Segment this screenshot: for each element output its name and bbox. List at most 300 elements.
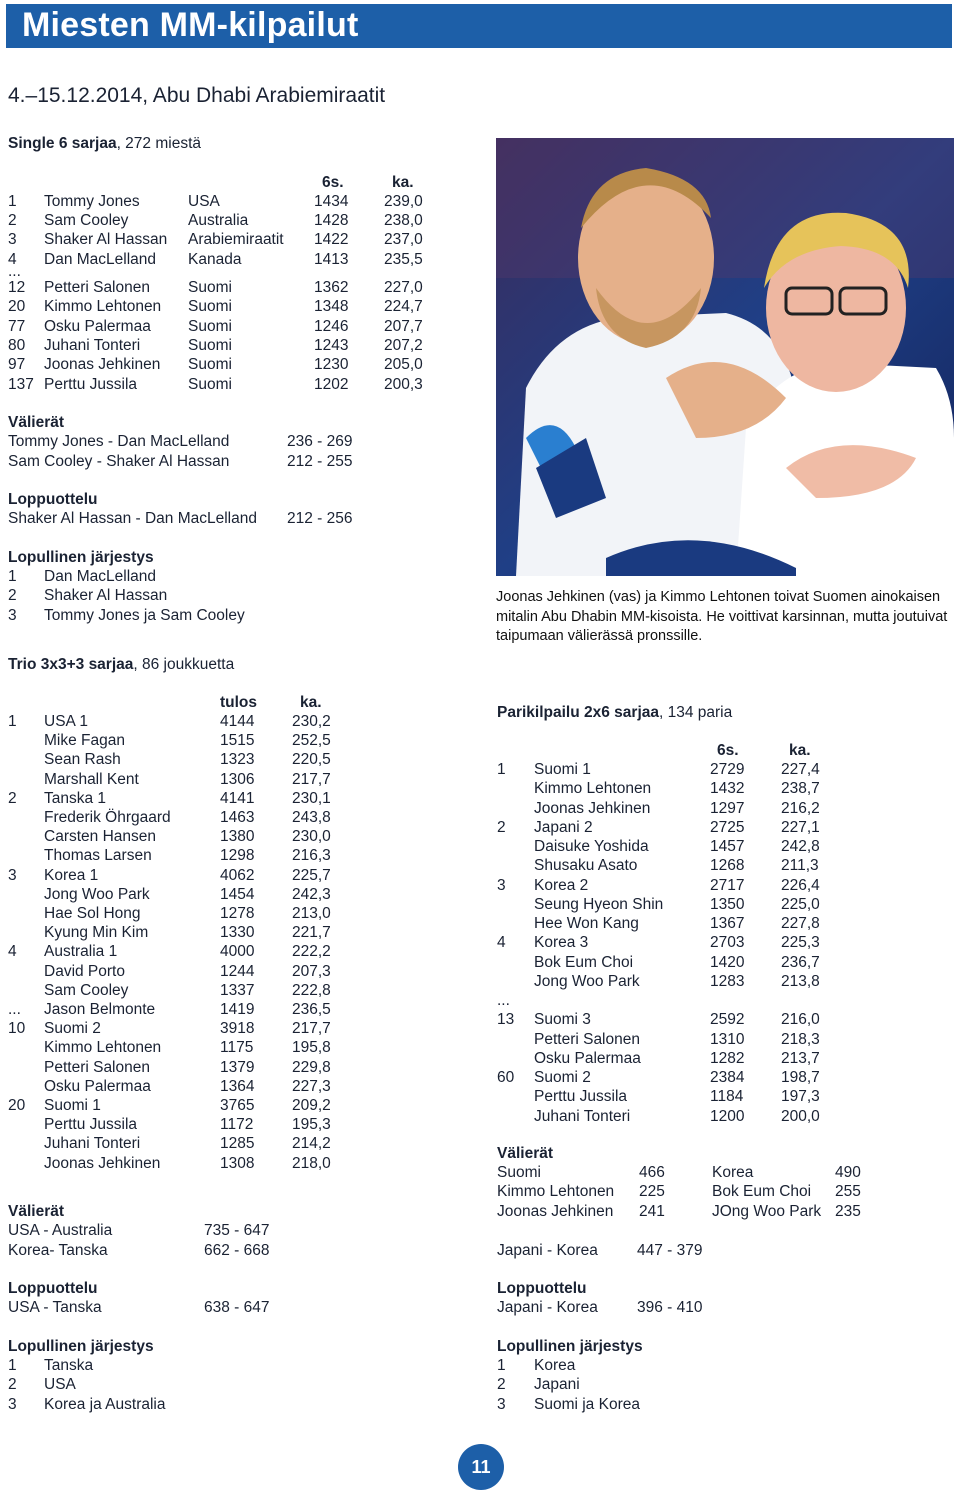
pairs-row: [0, 837, 960, 856]
pairs-row: [0, 914, 960, 933]
team-or-player: Suomi 2: [534, 1069, 591, 1086]
semi-score-a: 225: [639, 1183, 665, 1201]
semi-side-b: Bok Eum Choi: [712, 1183, 812, 1201]
result: 1175: [220, 1039, 254, 1057]
score-6s: 1348: [314, 298, 349, 315]
pairs-row: [0, 818, 960, 837]
team-or-player: Juhani Tonteri: [44, 1135, 141, 1153]
result: 1308: [220, 1154, 255, 1172]
result: 4141: [220, 789, 255, 807]
rank: 1: [8, 193, 17, 210]
player-name: Perttu Jussila: [44, 376, 138, 393]
team-or-player: Osku Palermaa: [534, 1049, 641, 1067]
average: 225,3: [781, 934, 820, 952]
rank: ...: [8, 1001, 21, 1018]
pairs-semi-row: [497, 1182, 957, 1201]
singles-semi-row: [8, 452, 478, 471]
average: 218,3: [781, 1030, 820, 1048]
rank: 1: [8, 713, 17, 730]
rank: 12: [8, 279, 26, 296]
average: 218,0: [292, 1154, 331, 1172]
pairs-final-label: Loppuottelu: [497, 1280, 587, 1297]
result: 1337: [220, 981, 255, 999]
average: 242,8: [781, 838, 820, 855]
semi-score-b: 235: [835, 1202, 861, 1220]
page-number: 11: [458, 1444, 504, 1490]
team-or-player: Joonas Jehkinen: [44, 1154, 161, 1172]
standing-name: Tanska: [44, 1357, 94, 1374]
standing-row: [497, 1356, 957, 1375]
pairs-row: [0, 972, 960, 991]
average: 216,2: [781, 799, 820, 817]
average: 252,5: [292, 732, 331, 750]
singles-heading: Single 6 sarjaa, 272 miestä: [8, 135, 201, 152]
score-6s: 1432: [710, 780, 745, 798]
singles-row: [0, 297, 480, 316]
team-or-player: Petteri Salonen: [44, 1058, 150, 1076]
team-or-player: Petteri Salonen: [534, 1030, 640, 1048]
pairs-semis-label: Välierät: [497, 1145, 554, 1162]
pairs-row: [0, 953, 960, 972]
semi-match: Tommy Jones - Dan MacLelland: [8, 433, 230, 450]
team-or-player: Jason Belmonte: [44, 1001, 156, 1018]
pairs-row: [0, 933, 960, 952]
player-name: Tommy Jones: [44, 193, 140, 210]
score-6s: 1200: [710, 1107, 745, 1125]
score-6s: 2725: [710, 818, 745, 836]
result: 1463: [220, 809, 255, 826]
pairs-row: [0, 799, 960, 818]
team-or-player: Hee Won Kang: [534, 915, 639, 932]
final-score: 638 - 647: [204, 1299, 270, 1316]
standing-row: [8, 1375, 478, 1394]
score-6s: 1413: [314, 251, 349, 268]
average: 222,2: [292, 943, 331, 961]
team-or-player: Kimmo Lehtonen: [44, 1039, 162, 1057]
pairs-row: [0, 779, 960, 798]
standing-row: [8, 567, 478, 586]
singles-row: [0, 355, 480, 374]
semi-match: Japani - Korea: [497, 1242, 598, 1259]
singles-final-label: Loppuottelu: [8, 491, 98, 508]
rank: 137: [8, 376, 34, 393]
score-6s: 1428: [314, 212, 349, 229]
standing-name: Korea ja Australia: [44, 1395, 166, 1413]
final-match: Shaker Al Hassan - Dan MacLelland: [8, 510, 257, 527]
singles-row: [0, 192, 480, 211]
rank: 3: [497, 876, 506, 894]
rank: 2: [8, 212, 17, 229]
country: Suomi: [188, 356, 232, 373]
average: 227,1: [781, 818, 820, 836]
score-6s: 1297: [710, 799, 745, 817]
team-or-player: Marshall Kent: [44, 770, 139, 788]
trio-row: [0, 1154, 480, 1173]
team-or-player: Jong Woo Park: [44, 885, 150, 903]
average: 200,3: [384, 376, 423, 393]
rank: 1: [497, 761, 506, 778]
team-or-player: Suomi 3: [534, 1011, 591, 1029]
average: 207,2: [384, 337, 423, 354]
average: 200,0: [781, 1107, 820, 1125]
pairs-row: [0, 1087, 960, 1106]
semi-match: Korea- Tanska: [8, 1242, 108, 1259]
player-name: Dan MacLelland: [44, 251, 157, 268]
score-6s: 1282: [710, 1049, 745, 1067]
average: 207,3: [292, 962, 331, 980]
average: 224,7: [384, 298, 423, 315]
team-or-player: Sam Cooley: [44, 981, 129, 999]
pairs-final-row: [497, 1298, 957, 1317]
trio-final-row: [8, 1298, 478, 1317]
pairs-row: [0, 856, 960, 875]
semi-score: 447 - 379: [637, 1242, 703, 1259]
rank: 2: [8, 587, 17, 605]
team-or-player: Osku Palermaa: [44, 1077, 151, 1095]
team-or-player: Joonas Jehkinen: [534, 799, 651, 817]
country: Arabiemiraatit: [188, 231, 284, 248]
trio-header-row: [0, 693, 480, 712]
rank: 2: [8, 789, 17, 807]
country: Suomi: [188, 298, 232, 315]
standing-row: [497, 1375, 957, 1394]
rank: 3: [497, 1395, 506, 1413]
team-or-player: Seung Hyeon Shin: [534, 895, 664, 913]
player-name: Joonas Jehkinen: [44, 356, 161, 373]
col-6s-header: 6s.: [717, 742, 739, 759]
result: 1285: [220, 1135, 255, 1153]
semi-side-a: Joonas Jehkinen: [497, 1202, 614, 1220]
team-or-player: USA 1: [44, 713, 88, 730]
average: 213,8: [781, 972, 820, 990]
team-or-player: Suomi 2: [44, 1020, 101, 1038]
team-or-player: Australia 1: [44, 943, 118, 961]
date-location: 4.–15.12.2014, Abu Dhabi Arabiemiraatit: [8, 84, 386, 107]
average: 242,3: [292, 885, 331, 903]
page-title: Miesten MM-kilpailut: [22, 6, 359, 44]
semi-score-b: 255: [835, 1183, 861, 1201]
team-or-player: David Porto: [44, 962, 125, 980]
average: 214,2: [292, 1135, 331, 1153]
average: 239,0: [384, 193, 423, 210]
photo-caption: Joonas Jehkinen (vas) ja Kimmo Lehtonen toivat Suomen ainokaisen mitalin Abu Dhabin MM-kisoista. He voittivat karsinnan, mutta joutuivat taipumaan välierässä pronssille.: [496, 589, 948, 644]
country: Kanada: [188, 251, 242, 268]
average: 197,3: [781, 1088, 820, 1106]
average: 225,0: [781, 895, 820, 913]
rank: 3: [8, 231, 17, 248]
score-6s: 2592: [710, 1011, 745, 1029]
result: 4062: [220, 866, 255, 884]
average: 230,2: [292, 713, 331, 730]
pairs-heading: Parikilpailu 2x6 sarjaa, 134 paria: [497, 704, 733, 721]
average: 211,3: [781, 857, 819, 875]
score-6s: 1243: [314, 337, 349, 354]
rank: 3: [8, 606, 17, 624]
semi-score: 212 - 255: [287, 453, 353, 470]
final-match: USA - Tanska: [8, 1299, 102, 1316]
result: 1278: [220, 905, 255, 922]
score-6s: 1246: [314, 318, 349, 335]
result: 1419: [220, 1001, 255, 1018]
standing-row: [8, 1356, 478, 1375]
average: 236,7: [781, 953, 820, 971]
average: 238,0: [384, 212, 423, 229]
standing-row: [497, 1395, 957, 1414]
result: 1330: [220, 924, 255, 942]
team-or-player: Thomas Larsen: [44, 847, 152, 865]
final-score: 396 - 410: [637, 1299, 703, 1316]
result: 1323: [220, 751, 255, 769]
score-6s: 1184: [710, 1088, 744, 1106]
col-ka-header: ka.: [789, 742, 811, 759]
rank: 1: [8, 568, 17, 585]
rank: 2: [497, 1376, 506, 1394]
semi-side-b: Korea: [712, 1164, 754, 1181]
singles-row: [0, 317, 480, 336]
trio-row: [0, 712, 480, 731]
average: 227,3: [292, 1077, 331, 1095]
result: 4144: [220, 713, 255, 730]
average: 205,0: [384, 356, 423, 373]
semi-score-a: 466: [639, 1164, 665, 1181]
rank: 80: [8, 337, 26, 354]
final-match: Japani - Korea: [497, 1299, 598, 1316]
result: 1379: [220, 1058, 255, 1076]
standing-row: [8, 586, 478, 605]
country: Suomi: [188, 318, 232, 335]
semi-score: 662 - 668: [204, 1242, 270, 1259]
team-or-player: Frederik Öhrgaard: [44, 809, 171, 826]
standing-name: Dan MacLelland: [44, 568, 157, 585]
team-or-player: Perttu Jussila: [44, 1116, 138, 1134]
semi-side-b: JOng Woo Park: [712, 1202, 822, 1220]
standing-name: Shaker Al Hassan: [44, 587, 168, 605]
country: Suomi: [188, 376, 232, 393]
team-or-player: Perttu Jussila: [534, 1088, 628, 1106]
score-6s: 1202: [314, 376, 349, 393]
team-or-player: Japani 2: [534, 818, 593, 836]
result: 3918: [220, 1020, 255, 1038]
semi-score: 236 - 269: [287, 433, 353, 450]
col-ka-header: ka.: [392, 174, 414, 191]
result: 1298: [220, 847, 255, 865]
player-name: Juhani Tonteri: [44, 337, 141, 354]
score-6s: 2384: [710, 1069, 745, 1086]
average: 227,4: [781, 761, 820, 778]
country: Australia: [188, 212, 249, 229]
team-or-player: Daisuke Yoshida: [534, 838, 649, 855]
team-or-player: Korea 3: [534, 934, 589, 952]
pairs-row: [0, 760, 960, 779]
standing-name: Suomi ja Korea: [534, 1395, 640, 1413]
score-6s: 1283: [710, 972, 745, 990]
average: 221,7: [292, 924, 331, 942]
semi-score-a: 241: [639, 1202, 665, 1220]
semi-match: USA - Australia: [8, 1222, 113, 1239]
col-tulos-header: tulos: [220, 694, 258, 711]
score-6s: 1420: [710, 953, 745, 971]
trio-semis-label: Välierät: [8, 1203, 65, 1220]
average: 237,0: [384, 231, 423, 248]
average: 217,7: [292, 770, 331, 788]
result: 1244: [220, 962, 255, 980]
trio-standings-label: Lopullinen järjestys: [8, 1338, 154, 1355]
singles-standings-label: Lopullinen järjestys: [8, 549, 154, 566]
standing-name: USA: [44, 1376, 76, 1394]
score-6s: 1230: [314, 356, 349, 373]
score-6s: 2729: [710, 761, 745, 778]
score-6s: 1350: [710, 895, 745, 913]
team-or-player: Tanska 1: [44, 789, 107, 807]
average: 195,3: [292, 1116, 331, 1134]
team-or-player: Bok Eum Choi: [534, 953, 634, 971]
team-or-player: Mike Fagan: [44, 732, 125, 750]
standing-name: Japani: [534, 1376, 580, 1394]
pairs-semi-row: [497, 1202, 957, 1221]
pairs-row: [0, 1030, 960, 1049]
country: USA: [188, 193, 220, 210]
result: 1364: [220, 1077, 255, 1095]
average: 216,3: [292, 847, 331, 865]
score-6s: 1367: [710, 915, 745, 932]
photo-illustration: [496, 138, 954, 576]
singles-header-row: [0, 173, 480, 192]
rank: 10: [8, 1020, 26, 1038]
rank: 20: [8, 1097, 26, 1114]
country: Suomi: [188, 337, 232, 354]
pairs-row: [0, 895, 960, 914]
rank: 77: [8, 318, 26, 335]
player-name: Osku Palermaa: [44, 318, 151, 335]
pairs-row: [0, 1107, 960, 1126]
average: 235,5: [384, 251, 423, 268]
average: 195,8: [292, 1039, 331, 1057]
team-or-player: Sean Rash: [44, 751, 121, 769]
rank: 2: [497, 818, 506, 836]
team-or-player: Korea 1: [44, 866, 99, 884]
singles-row: [0, 211, 480, 230]
team-or-player: Jong Woo Park: [534, 972, 640, 990]
average: 227,8: [781, 915, 820, 932]
singles-row: [0, 375, 480, 394]
rank: 60: [497, 1069, 515, 1086]
trio-row: [0, 1134, 480, 1153]
score-6s: 1434: [314, 193, 349, 210]
team-or-player: Korea 2: [534, 876, 589, 894]
pairs-header-row: [0, 741, 960, 760]
result: 1380: [220, 828, 255, 846]
average: 222,8: [292, 981, 331, 999]
average: 213,0: [292, 905, 331, 922]
team-or-player: Suomi 1: [44, 1097, 101, 1114]
average: 207,7: [384, 318, 423, 335]
singles-semi-row: [8, 432, 478, 451]
semi-side-a: Kimmo Lehtonen: [497, 1183, 615, 1201]
score-6s: 2717: [710, 876, 745, 894]
title-banner: [6, 4, 952, 48]
score-6s: 1268: [710, 857, 745, 875]
pairs-row: [0, 1010, 960, 1029]
result: 4000: [220, 943, 255, 961]
average: 217,7: [292, 1020, 331, 1038]
team-or-player: Juhani Tonteri: [534, 1107, 631, 1125]
player-name: Shaker Al Hassan: [44, 231, 168, 248]
trio-heading: Trio 3x3+3 sarjaa, 86 joukkuetta: [8, 656, 235, 673]
col-6s-header: 6s.: [322, 174, 344, 191]
average: 213,7: [781, 1049, 820, 1067]
average: 243,8: [292, 809, 331, 826]
average: 209,2: [292, 1097, 331, 1114]
player-name: Sam Cooley: [44, 212, 129, 229]
average: 227,0: [384, 279, 423, 296]
result: 1306: [220, 770, 255, 788]
average: 220,5: [292, 751, 331, 769]
photo-two-bowlers: [496, 138, 954, 576]
trio-semi-row: [8, 1221, 478, 1240]
average: 198,7: [781, 1069, 820, 1086]
rank: 2: [8, 1376, 17, 1394]
team-or-player: Suomi 1: [534, 761, 591, 778]
standing-row: [8, 606, 478, 625]
average: 216,0: [781, 1011, 820, 1029]
singles-final-row: [8, 509, 478, 528]
score-6s: 1310: [710, 1030, 745, 1048]
score-6s: 1422: [314, 231, 349, 248]
result: 3765: [220, 1097, 255, 1114]
pairs-row: [0, 1068, 960, 1087]
singles-semis-label: Välierät: [8, 414, 65, 431]
rank: 4: [8, 943, 17, 961]
semi-score: 735 - 647: [204, 1222, 270, 1239]
pairs-row: [0, 876, 960, 895]
team-or-player: Carsten Hansen: [44, 828, 157, 846]
final-score: 212 - 256: [287, 510, 353, 527]
average: 226,4: [781, 876, 820, 894]
result: 1454: [220, 885, 255, 903]
singles-row: [0, 336, 480, 355]
rank: 20: [8, 298, 26, 315]
team-or-player: Kyung Min Kim: [44, 924, 149, 942]
average: 236,5: [292, 1001, 331, 1018]
result: 1515: [220, 732, 255, 750]
pairs-semi2-row: [497, 1241, 957, 1260]
team-or-player: Hae Sol Hong: [44, 905, 141, 922]
rank: ...: [497, 992, 510, 1009]
pairs-standings-label: Lopullinen järjestys: [497, 1338, 643, 1355]
country: Suomi: [188, 279, 232, 296]
semi-match: Sam Cooley - Shaker Al Hassan: [8, 453, 230, 470]
average: 238,7: [781, 780, 820, 798]
rank: 4: [8, 251, 17, 268]
rank: 3: [8, 1395, 17, 1413]
rank: 1: [497, 1357, 506, 1374]
semi-side-a: Suomi: [497, 1164, 541, 1181]
team-or-player: Kimmo Lehtonen: [534, 780, 652, 798]
player-name: Petteri Salonen: [44, 279, 150, 296]
average: 230,1: [292, 789, 331, 807]
rank: 4: [497, 934, 506, 952]
player-name: Kimmo Lehtonen: [44, 298, 162, 315]
score-6s: 1362: [314, 279, 349, 296]
average: 225,7: [292, 866, 331, 884]
semi-score-b: 490: [835, 1164, 861, 1181]
standing-name: Tommy Jones ja Sam Cooley: [44, 606, 245, 624]
score-6s: 2703: [710, 934, 745, 952]
score-6s: 1457: [710, 838, 745, 855]
trio-final-label: Loppuottelu: [8, 1280, 98, 1297]
standing-row: [8, 1395, 478, 1414]
singles-row: [0, 230, 480, 249]
